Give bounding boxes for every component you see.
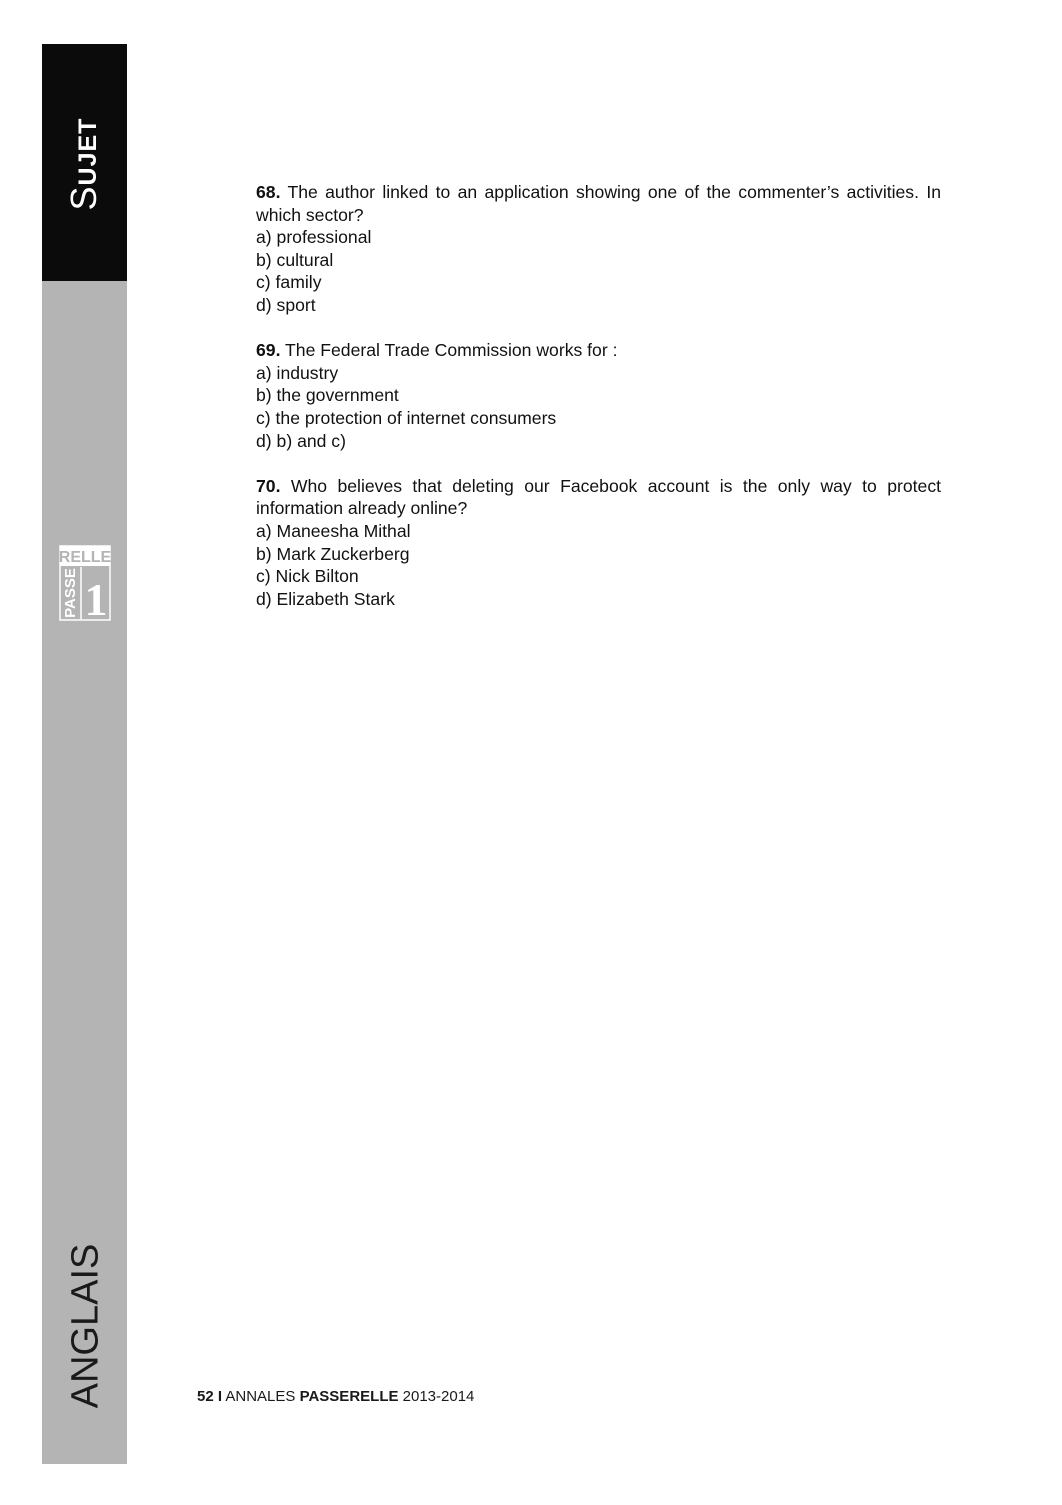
answer-option-d: d) b) and c) (256, 430, 346, 451)
answer-option-a: a) industry (256, 362, 339, 383)
answer-option-d: d) Elizabeth Stark (256, 588, 395, 609)
page-number: 52 (197, 1388, 214, 1405)
subject-label: ANGLAIS (64, 1243, 107, 1409)
question-number: 68. (256, 182, 281, 202)
answer-option-c: c) Nick Bilton (256, 566, 359, 587)
answer-options (256, 362, 941, 452)
questions-list (256, 181, 941, 633)
footer-annales: ANNALES (225, 1388, 296, 1405)
page-footer (197, 1388, 474, 1406)
side-band (42, 44, 127, 1464)
answer-option-b: b) cultural (256, 249, 334, 270)
section-label-initial: S (63, 185, 104, 211)
answer-option-d: d) sport (256, 294, 316, 315)
logo-number: 1 (84, 574, 108, 621)
answer-options (256, 226, 941, 316)
footer-separator: I (217, 1388, 223, 1405)
question-68 (256, 181, 941, 317)
answer-option-a: a) Maneesha Mithal (256, 520, 411, 541)
side-band-header (42, 44, 127, 281)
answer-option-a: a) professional (256, 227, 372, 248)
question-text (256, 181, 941, 226)
question-69 (256, 339, 941, 452)
section-label-rest: UJET (74, 117, 102, 186)
answer-options (256, 520, 941, 610)
answer-option-c: c) the protection of internet consumers (256, 407, 557, 428)
question-prompt: Who believes that deleting our Facebook account is the only way to protect information already online? (256, 475, 942, 519)
section-label-sujet (63, 118, 105, 211)
question-70 (256, 475, 941, 611)
question-number: 70. (256, 475, 281, 496)
footer-years: 2013-2014 (402, 1388, 475, 1405)
footer-brand: PASSERELLE (299, 1388, 399, 1405)
answer-option-b: b) the government (256, 385, 399, 406)
question-text (256, 339, 941, 362)
question-number: 69. (256, 340, 281, 361)
question-prompt: The author linked to an application showing one of the commenter’s activities. In which sector? (256, 182, 941, 225)
answer-option-c: c) family (256, 272, 322, 293)
answer-option-b: b) Mark Zuckerberg (256, 543, 410, 564)
question-prompt: The Federal Trade Commission works for : (285, 340, 618, 361)
question-text (256, 475, 941, 520)
logo-text-passe: PASSE (62, 568, 79, 618)
logo-text-relle: RELLE (59, 549, 111, 566)
passerelle-logo (59, 545, 111, 621)
